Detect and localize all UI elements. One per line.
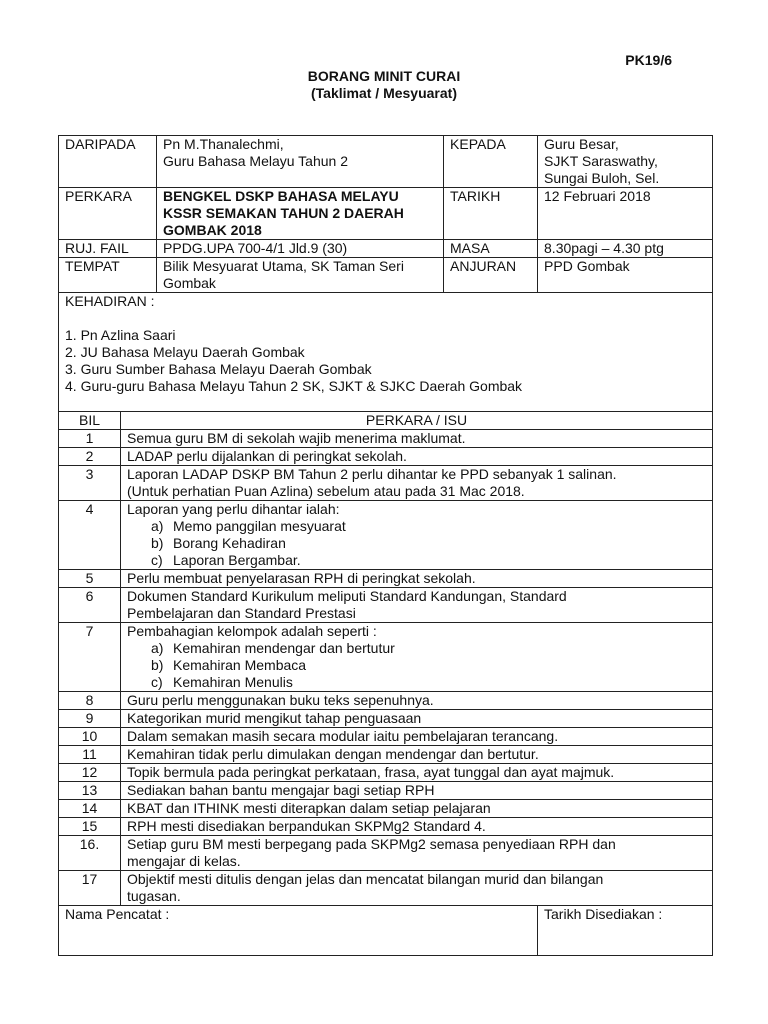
daripada-value bbox=[157, 136, 444, 188]
kepada-label: KEPADA bbox=[444, 136, 538, 188]
col-perkara-header: PERKARA / ISU bbox=[121, 412, 713, 430]
issue-number: 4 bbox=[59, 501, 121, 570]
sub-marker: a) bbox=[151, 640, 164, 656]
perkara-line: BENGKEL DSKP BAHASA MELAYU bbox=[163, 188, 399, 204]
issue-line: tugasan. bbox=[127, 888, 181, 904]
issue-text bbox=[121, 800, 713, 818]
issue-text bbox=[121, 430, 713, 448]
issue-number: 7 bbox=[59, 623, 121, 692]
issue-row bbox=[59, 871, 713, 906]
daripada-line: Pn M.Thanalechmi, bbox=[163, 136, 284, 152]
issue-number: 3 bbox=[59, 466, 121, 501]
perkara-line: KSSR SEMAKAN TAHUN 2 DAERAH bbox=[163, 205, 404, 221]
form-title: BORANG MINIT CURAI bbox=[307, 68, 461, 84]
sub-list bbox=[127, 640, 706, 691]
issue-line: Kategorikan murid mengikut tahap penguasaan bbox=[127, 710, 422, 726]
kehadiran-item: 3. Guru Sumber Bahasa Melayu Daerah Gombak bbox=[65, 361, 372, 377]
issue-row bbox=[59, 710, 713, 728]
sub-text: Kemahiran mendengar dan bertutur bbox=[173, 640, 395, 656]
issue-row bbox=[59, 800, 713, 818]
row-daripada bbox=[59, 136, 713, 188]
issue-line: Sediakan bahan bantu mengajar bagi setiap RPH bbox=[127, 782, 435, 798]
ruj-value: PPDG.UPA 700-4/1 Jld.9 (30) bbox=[157, 240, 444, 258]
issue-text bbox=[121, 818, 713, 836]
issue-text bbox=[121, 570, 713, 588]
row-perkara bbox=[59, 188, 713, 240]
issue-line: Dalam semakan masih secara modular iaitu pembelajaran terancang. bbox=[127, 728, 559, 744]
issue-text bbox=[121, 623, 713, 692]
issue-row bbox=[59, 818, 713, 836]
issue-line: Semua guru BM di sekolah wajib menerima maklumat. bbox=[127, 430, 466, 446]
issue-row bbox=[59, 466, 713, 501]
pencatat-field[interactable] bbox=[59, 906, 538, 956]
issue-row bbox=[59, 448, 713, 466]
issue-row bbox=[59, 728, 713, 746]
sub-item bbox=[151, 674, 706, 691]
row-tempat bbox=[59, 258, 713, 293]
issue-text bbox=[121, 466, 713, 501]
issue-text bbox=[121, 448, 713, 466]
issue-number: 14 bbox=[59, 800, 121, 818]
ruj-label: RUJ. FAIL bbox=[59, 240, 157, 258]
sub-item bbox=[151, 518, 706, 535]
sub-text: Laporan Bergambar. bbox=[173, 552, 301, 568]
sub-text: Memo panggilan mesyuarat bbox=[173, 518, 346, 534]
pencatat-label: Nama Pencatat : bbox=[65, 906, 170, 922]
tarikh-disediakan-label: Tarikh Disediakan : bbox=[544, 906, 663, 922]
issue-row bbox=[59, 764, 713, 782]
issue-line: LADAP perlu dijalankan di peringkat sekolah. bbox=[127, 448, 407, 464]
daripada-label: DARIPADA bbox=[59, 136, 157, 188]
issue-row bbox=[59, 623, 713, 692]
perkara-line: GOMBAK 2018 bbox=[163, 222, 262, 238]
issue-text bbox=[121, 710, 713, 728]
issue-text bbox=[121, 836, 713, 871]
issue-number: 15 bbox=[59, 818, 121, 836]
issue-row bbox=[59, 430, 713, 448]
tarikh-disediakan-field[interactable] bbox=[538, 906, 713, 956]
perkara-value bbox=[157, 188, 444, 240]
col-bil-header: BIL bbox=[59, 412, 121, 430]
tempat-line: Gombak bbox=[163, 275, 216, 291]
issue-line: Dokumen Standard Kurikulum meliputi Standard Kandungan, Standard bbox=[127, 588, 567, 604]
issue-line: Perlu membuat penyelarasan RPH di peringkat sekolah. bbox=[127, 570, 476, 586]
tempat-line: Bilik Mesyuarat Utama, SK Taman Seri bbox=[163, 258, 404, 274]
kehadiran-item: 1. Pn Azlina Saari bbox=[65, 327, 176, 343]
issue-line: Guru perlu menggunakan buku teks sepenuhnya. bbox=[127, 692, 434, 708]
issue-line: Laporan yang perlu dihantar ialah: bbox=[127, 501, 340, 517]
issue-number: 17 bbox=[59, 871, 121, 906]
anjuran-label: ANJURAN bbox=[444, 258, 538, 293]
issue-line: Pembahagian kelompok adalah seperti : bbox=[127, 623, 377, 639]
masa-label: MASA bbox=[444, 240, 538, 258]
form-subtitle: (Taklimat / Mesyuarat) bbox=[310, 85, 457, 101]
tempat-label: TEMPAT bbox=[59, 258, 157, 293]
issue-number: 8 bbox=[59, 692, 121, 710]
issues-header-row bbox=[59, 412, 713, 430]
kepada-value bbox=[538, 136, 713, 188]
issue-line: (Untuk perhatian Puan Azlina) sebelum atau pada 31 Mac 2018. bbox=[127, 483, 525, 499]
issue-text bbox=[121, 692, 713, 710]
sub-item bbox=[151, 640, 706, 657]
daripada-line: Guru Bahasa Melayu Tahun 2 bbox=[163, 153, 348, 169]
minutes-form bbox=[58, 135, 713, 956]
sub-marker: b) bbox=[151, 535, 164, 551]
form-titles bbox=[0, 68, 768, 102]
issue-line: Objektif mesti ditulis dengan jelas dan mencatat bilangan murid dan bilangan bbox=[127, 871, 604, 887]
tarikh-label: TARIKH bbox=[444, 188, 538, 240]
issue-number: 11 bbox=[59, 746, 121, 764]
issue-number: 2 bbox=[59, 448, 121, 466]
sub-text: Borang Kehadiran bbox=[173, 535, 286, 551]
issue-row bbox=[59, 692, 713, 710]
issue-line: Setiap guru BM mesti berpegang pada SKPMg2 semasa penyediaan RPH dan bbox=[127, 836, 616, 852]
issue-text bbox=[121, 746, 713, 764]
perkara-label: PERKARA bbox=[59, 188, 157, 240]
issue-row bbox=[59, 782, 713, 800]
sub-marker: c) bbox=[151, 552, 163, 568]
sub-list bbox=[127, 518, 706, 569]
kehadiran-label: KEHADIRAN : bbox=[65, 293, 155, 309]
kepada-line: SJKT Saraswathy, bbox=[544, 153, 658, 169]
sub-item bbox=[151, 657, 706, 674]
issue-number: 9 bbox=[59, 710, 121, 728]
kepada-line: Guru Besar, bbox=[544, 136, 619, 152]
issue-row bbox=[59, 588, 713, 623]
issue-number: 13 bbox=[59, 782, 121, 800]
issue-line: Laporan LADAP DSKP BM Tahun 2 perlu dihantar ke PPD sebanyak 1 salinan. bbox=[127, 466, 617, 482]
issue-text bbox=[121, 871, 713, 906]
sub-text: Kemahiran Menulis bbox=[173, 674, 293, 690]
sub-marker: b) bbox=[151, 657, 164, 673]
kehadiran-item: 4. Guru-guru Bahasa Melayu Tahun 2 SK, SJKT & SJKC Daerah Gombak bbox=[65, 378, 523, 394]
sub-marker: c) bbox=[151, 674, 163, 690]
issue-row bbox=[59, 836, 713, 871]
issue-number: 6 bbox=[59, 588, 121, 623]
form-code: PK19/6 bbox=[625, 52, 672, 68]
issue-text bbox=[121, 764, 713, 782]
issue-text bbox=[121, 501, 713, 570]
kehadiran-cell bbox=[59, 293, 713, 412]
masa-value: 8.30pagi – 4.30 ptg bbox=[538, 240, 713, 258]
issue-line: RPH mesti disediakan berpandukan SKPMg2 Standard 4. bbox=[127, 818, 486, 834]
issue-text bbox=[121, 728, 713, 746]
footer-row bbox=[59, 906, 713, 956]
kehadiran-item: 2. JU Bahasa Melayu Daerah Gombak bbox=[65, 344, 305, 360]
issue-line: Topik bermula pada peringkat perkataan, frasa, ayat tunggal dan ayat majmuk. bbox=[127, 764, 615, 780]
tempat-value bbox=[157, 258, 444, 293]
sub-item bbox=[151, 535, 706, 552]
issue-row bbox=[59, 570, 713, 588]
sub-item bbox=[151, 552, 706, 569]
tarikh-value: 12 Februari 2018 bbox=[538, 188, 713, 240]
issue-number: 5 bbox=[59, 570, 121, 588]
anjuran-value: PPD Gombak bbox=[538, 258, 713, 293]
issue-number: 16. bbox=[59, 836, 121, 871]
issue-text bbox=[121, 782, 713, 800]
issue-line: KBAT dan ITHINK mesti diterapkan dalam setiap pelajaran bbox=[127, 800, 491, 816]
issue-line: mengajar di kelas. bbox=[127, 853, 241, 869]
issue-row bbox=[59, 501, 713, 570]
issue-line: Pembelajaran dan Standard Prestasi bbox=[127, 605, 356, 621]
row-ruj bbox=[59, 240, 713, 258]
issue-number: 1 bbox=[59, 430, 121, 448]
issue-line: Kemahiran tidak perlu dimulakan dengan mendengar dan bertutur. bbox=[127, 746, 539, 762]
row-kehadiran bbox=[59, 293, 713, 412]
kepada-line: Sungai Buloh, Sel. bbox=[544, 170, 660, 186]
issue-number: 12 bbox=[59, 764, 121, 782]
sub-text: Kemahiran Membaca bbox=[173, 657, 307, 673]
sub-marker: a) bbox=[151, 518, 164, 534]
issue-number: 10 bbox=[59, 728, 121, 746]
issue-row bbox=[59, 746, 713, 764]
issue-text bbox=[121, 588, 713, 623]
